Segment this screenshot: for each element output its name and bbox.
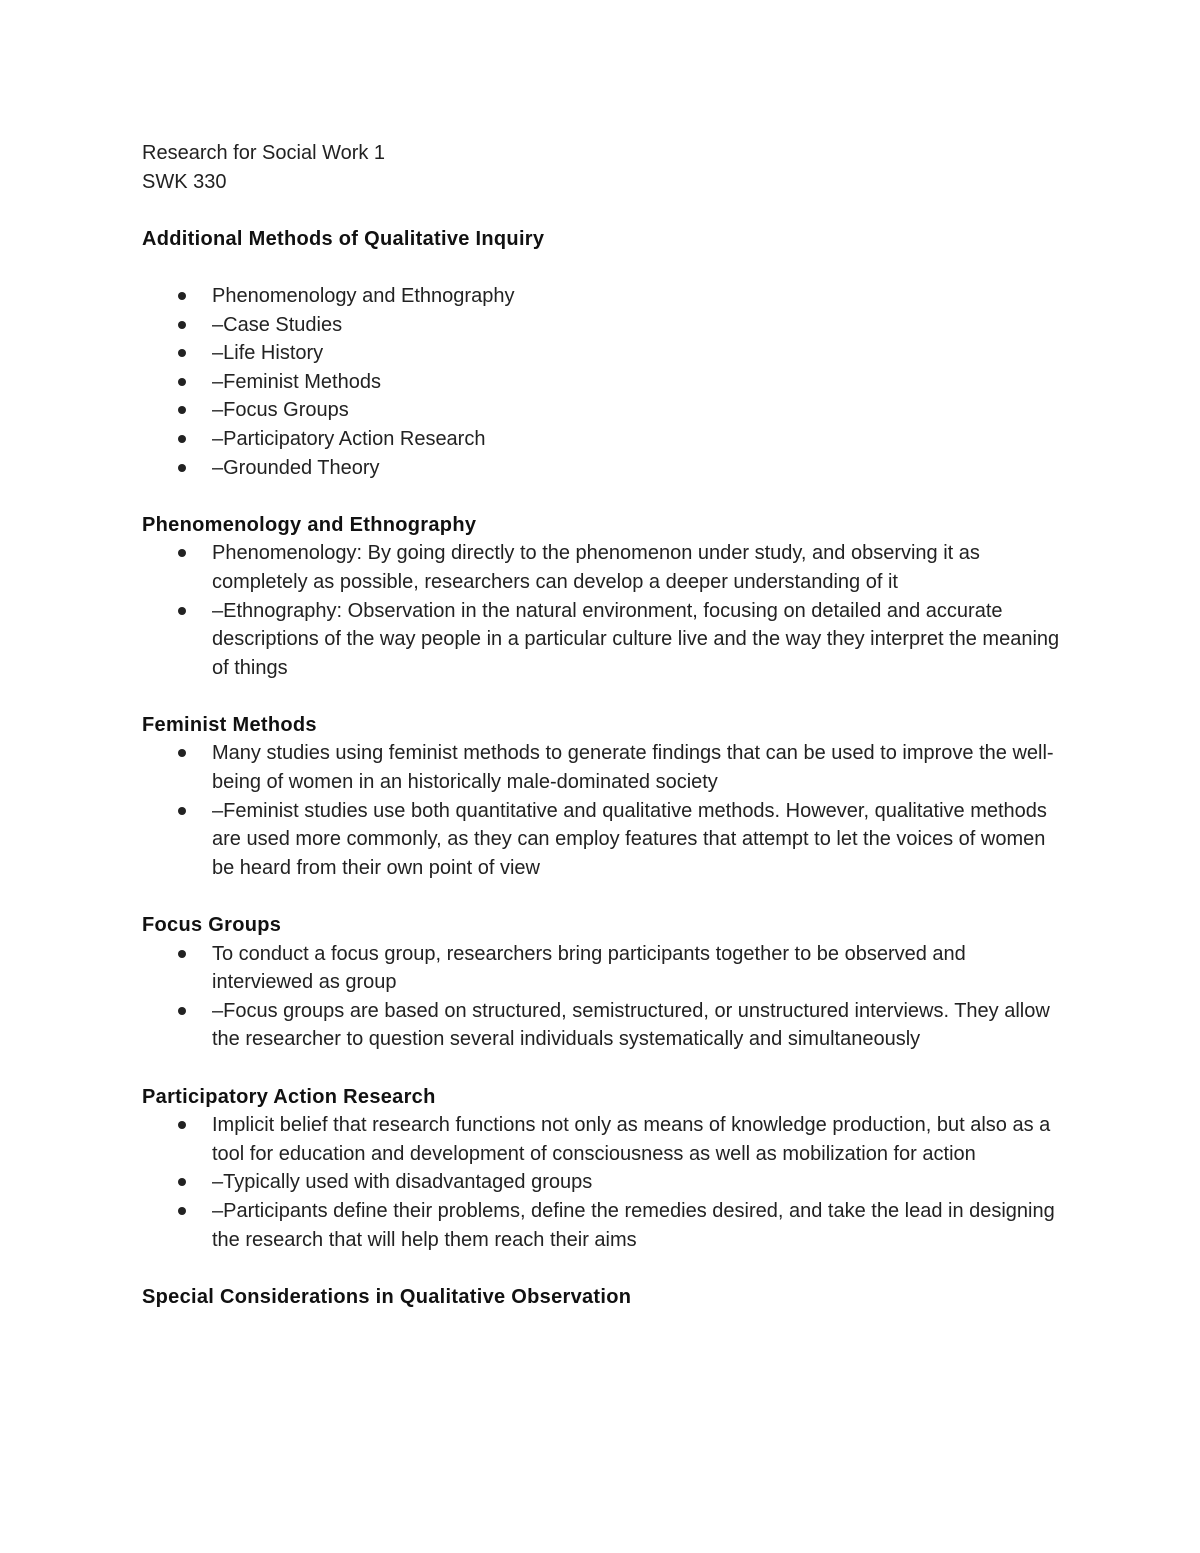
list-item: [142, 539, 1062, 596]
course-title: Research for Social Work 1: [142, 142, 386, 164]
section-heading-par: Participatory Action Research: [142, 1085, 436, 1108]
feminist-list: [142, 739, 1062, 882]
focus-groups-list: [142, 940, 1062, 1054]
spacer: [142, 1254, 1062, 1283]
section-heading-phenomenology: Phenomenology and Ethnography: [142, 513, 477, 536]
list-item-text: –Focus Groups: [212, 399, 349, 422]
list-item-text: –Feminist studies use both quantitative and qualitative methods. However, qualitative methods are used more commonly, as they can employ features that attempt to let the voices of women be heard from their own point of view: [212, 799, 1047, 879]
bullet-icon: [178, 607, 186, 615]
section-heading-overview: Additional Methods of Qualitative Inquiry: [142, 227, 545, 250]
bullet-icon: [178, 1121, 186, 1129]
bullet-icon: [178, 1178, 186, 1186]
list-item: [142, 1168, 1062, 1197]
bullet-icon: [178, 1007, 186, 1015]
list-item: [142, 282, 1062, 311]
bullet-icon: [178, 749, 186, 757]
phenomenology-list: [142, 539, 1062, 682]
section-heading-special-considerations: Special Considerations in Qualitative Observation: [142, 1285, 632, 1308]
list-item-text: Many studies using feminist methods to generate findings that can be used to improve the well-being of women in an historically male-dominated society: [212, 742, 1054, 794]
list-item: [142, 454, 1062, 483]
bullet-icon: [178, 406, 186, 414]
overview-list: [142, 282, 1062, 482]
list-item-text: –Life History: [212, 342, 324, 365]
bullet-icon: [178, 464, 186, 472]
section-heading-focus-groups: Focus Groups: [142, 914, 282, 937]
list-item: [142, 311, 1062, 340]
list-item: [142, 997, 1062, 1054]
spacer: [142, 196, 1062, 225]
spacer: [142, 1054, 1062, 1083]
document-page: [142, 139, 1062, 1311]
list-item-text: To conduct a focus group, researchers bring participants together to be observed and interviewed as group: [212, 942, 966, 994]
bullet-icon: [178, 807, 186, 815]
bullet-icon: [178, 549, 186, 557]
list-item: [142, 425, 1062, 454]
spacer: [142, 682, 1062, 711]
bullet-icon: [178, 1207, 186, 1215]
list-item-text: Implicit belief that research functions not only as means of knowledge production, but also as a tool for education and development of consciousness as well as mobilization for action: [212, 1114, 1051, 1165]
list-item-text: –Case Studies: [212, 313, 343, 336]
list-item: [142, 339, 1062, 368]
list-item: [142, 739, 1062, 796]
section-heading-feminist: Feminist Methods: [142, 713, 317, 736]
spacer: [142, 482, 1062, 511]
list-item-text: Phenomenology and Ethnography: [212, 284, 515, 307]
bullet-icon: [178, 435, 186, 443]
bullet-icon: [178, 292, 186, 300]
course-code: SWK 330: [142, 170, 227, 193]
list-item-text: Phenomenology: By going directly to the phenomenon under study, and observing it as completely as possible, researchers can develop a deeper understanding of it: [212, 542, 980, 593]
bullet-icon: [178, 321, 186, 329]
spacer: [142, 882, 1062, 911]
list-item: [142, 1111, 1062, 1168]
bullet-icon: [178, 378, 186, 386]
list-item: [142, 797, 1062, 883]
list-item: [142, 396, 1062, 425]
list-item: [142, 1197, 1062, 1254]
list-item-text: –Typically used with disadvantaged groups: [212, 1171, 593, 1194]
list-item-text: –Participatory Action Research: [212, 427, 486, 450]
bullet-icon: [178, 349, 186, 357]
bullet-icon: [178, 950, 186, 958]
list-item-text: –Ethnography: Observation in the natural environment, focusing on detailed and accurate descriptions of the way people in a particular culture live and the way they interpret the meaning of things: [212, 599, 1060, 679]
list-item-text: –Focus groups are based on structured, semistructured, or unstructured interviews. They allow the researcher to question several individuals systematically and simultaneously: [212, 999, 1050, 1051]
list-item-text: –Participants define their problems, define the remedies desired, and take the lead in designing the research that will help them reach their aims: [212, 1199, 1055, 1251]
list-item-text: –Feminist Methods: [212, 370, 381, 393]
list-item: [142, 368, 1062, 397]
list-item-text: –Grounded Theory: [212, 456, 380, 479]
list-item: [142, 940, 1062, 997]
par-list: [142, 1111, 1062, 1254]
spacer: [142, 253, 1062, 282]
list-item: [142, 597, 1062, 683]
